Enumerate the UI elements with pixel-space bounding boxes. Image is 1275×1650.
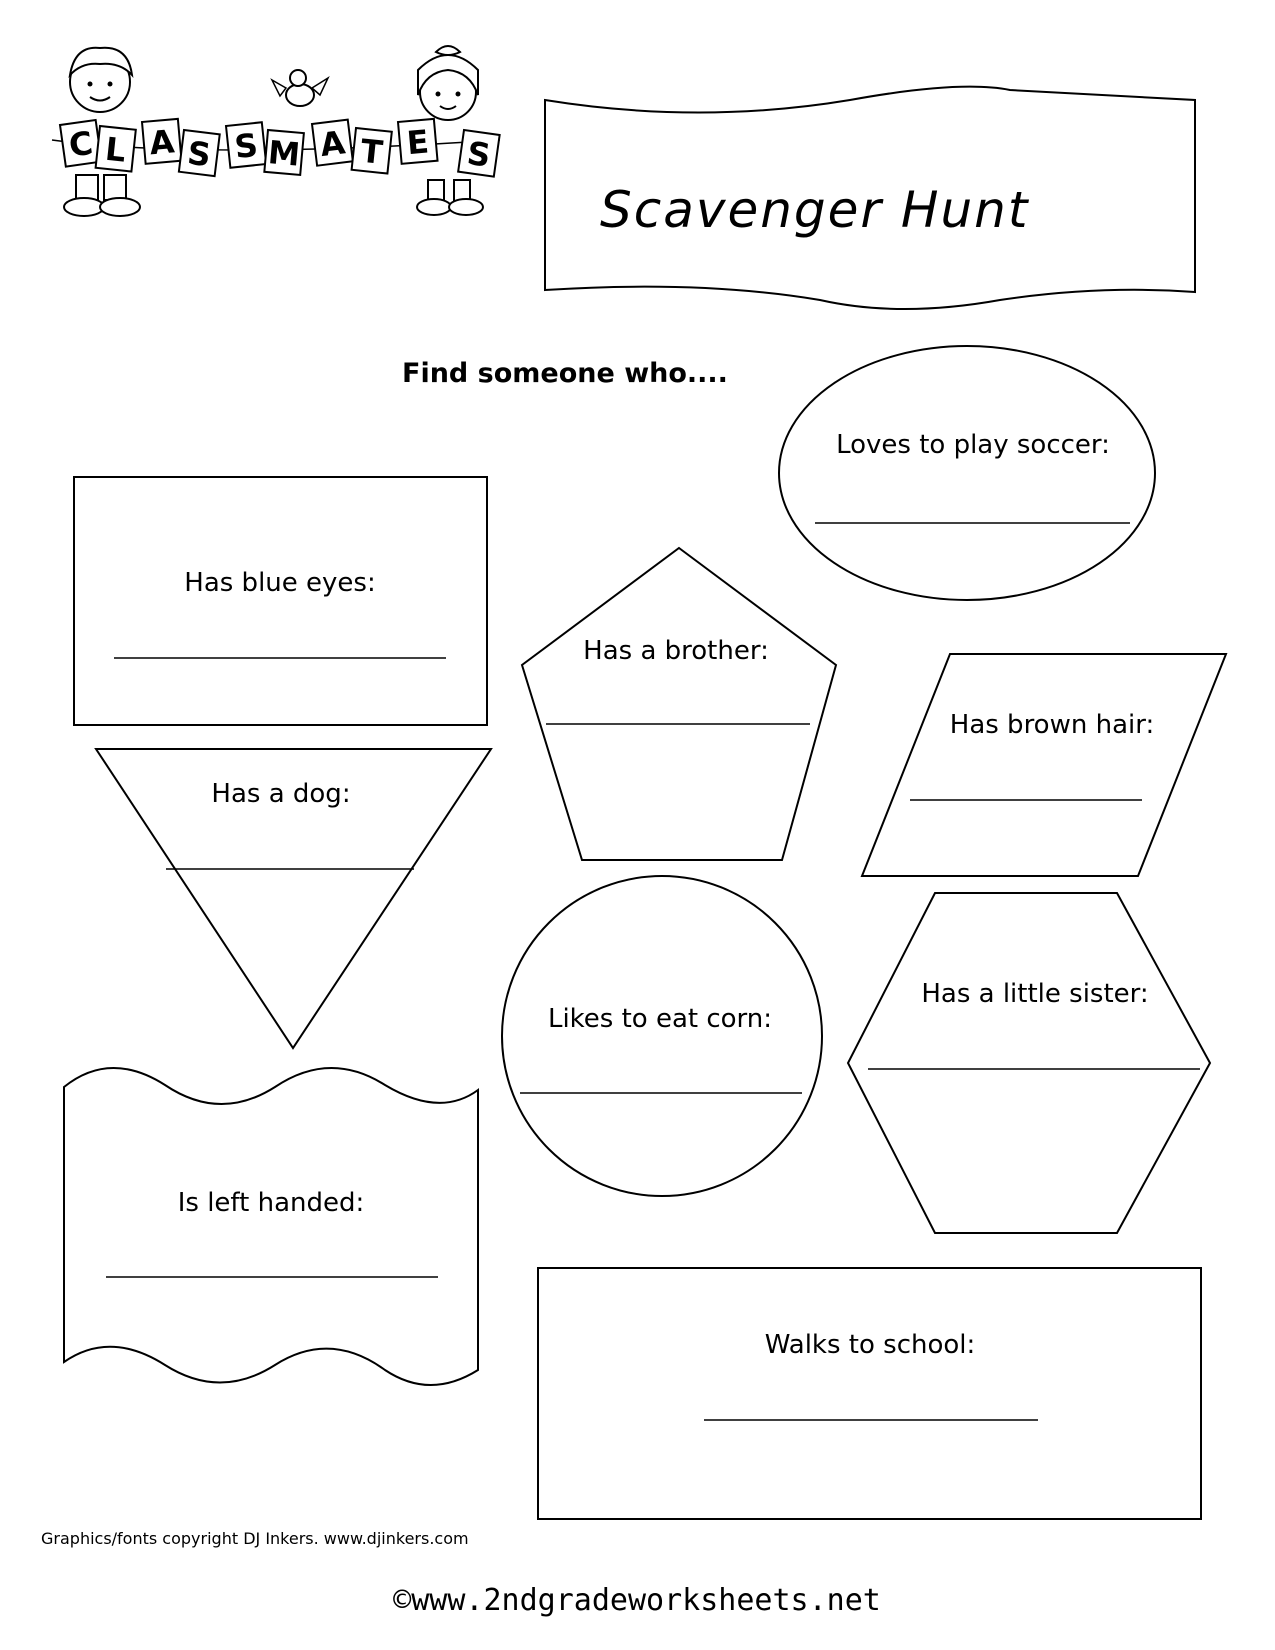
classmates-logo xyxy=(52,46,500,216)
logo-tile xyxy=(458,130,499,177)
logo-tile xyxy=(96,126,136,172)
svg-text:C: C xyxy=(66,123,96,165)
prompt-soccer xyxy=(779,346,1155,600)
prompt-label: Has a little sister: xyxy=(921,979,1149,1009)
logo-tile xyxy=(179,130,220,176)
logo-tile xyxy=(142,119,182,164)
prompt-label: Has a brother: xyxy=(583,636,769,666)
logo-tile xyxy=(264,130,304,175)
prompt-label: Is left handed: xyxy=(177,1188,365,1218)
prompt-dog xyxy=(96,749,491,1048)
prompt-label: Likes to eat corn: xyxy=(547,1004,773,1034)
svg-text:M: M xyxy=(266,133,302,174)
svg-text:A: A xyxy=(317,123,348,165)
page-title: Scavenger Hunt xyxy=(600,181,1030,239)
logo-tile xyxy=(398,119,438,164)
svg-text:S: S xyxy=(185,133,213,175)
bird-icon xyxy=(272,70,328,106)
prompt-label: Loves to play soccer: xyxy=(836,430,1110,460)
intro-text: Find someone who.... xyxy=(402,358,728,389)
svg-text:A: A xyxy=(147,122,176,163)
prompt-corn xyxy=(502,876,822,1196)
logo-tile xyxy=(226,122,266,168)
prompt-blue-eyes xyxy=(74,477,487,725)
prompt-brother xyxy=(522,548,836,860)
prompt-walks-to-school xyxy=(538,1268,1201,1519)
copyright-credit: Graphics/fonts copyright DJ Inkers. www.djinkers.com xyxy=(41,1529,469,1548)
svg-text:E: E xyxy=(405,122,431,163)
prompt-label: Has a dog: xyxy=(211,779,351,809)
svg-text:S: S xyxy=(464,133,493,175)
svg-text:L: L xyxy=(103,129,128,170)
prompt-brown-hair xyxy=(862,654,1226,876)
prompt-label: Walks to school: xyxy=(764,1330,976,1360)
title-banner xyxy=(545,87,1195,309)
prompt-left-handed xyxy=(64,1068,478,1385)
logo-tile xyxy=(312,120,353,166)
website-url[interactable]: ©www.2ndgradeworksheets.net xyxy=(393,1583,881,1618)
prompt-label: Has blue eyes: xyxy=(184,568,376,598)
prompt-little-sister xyxy=(848,893,1210,1233)
logo-tile xyxy=(60,120,101,167)
svg-text:T: T xyxy=(358,131,385,172)
logo-tile xyxy=(352,128,392,174)
prompt-label: Has brown hair: xyxy=(949,710,1155,740)
svg-text:S: S xyxy=(232,125,260,167)
